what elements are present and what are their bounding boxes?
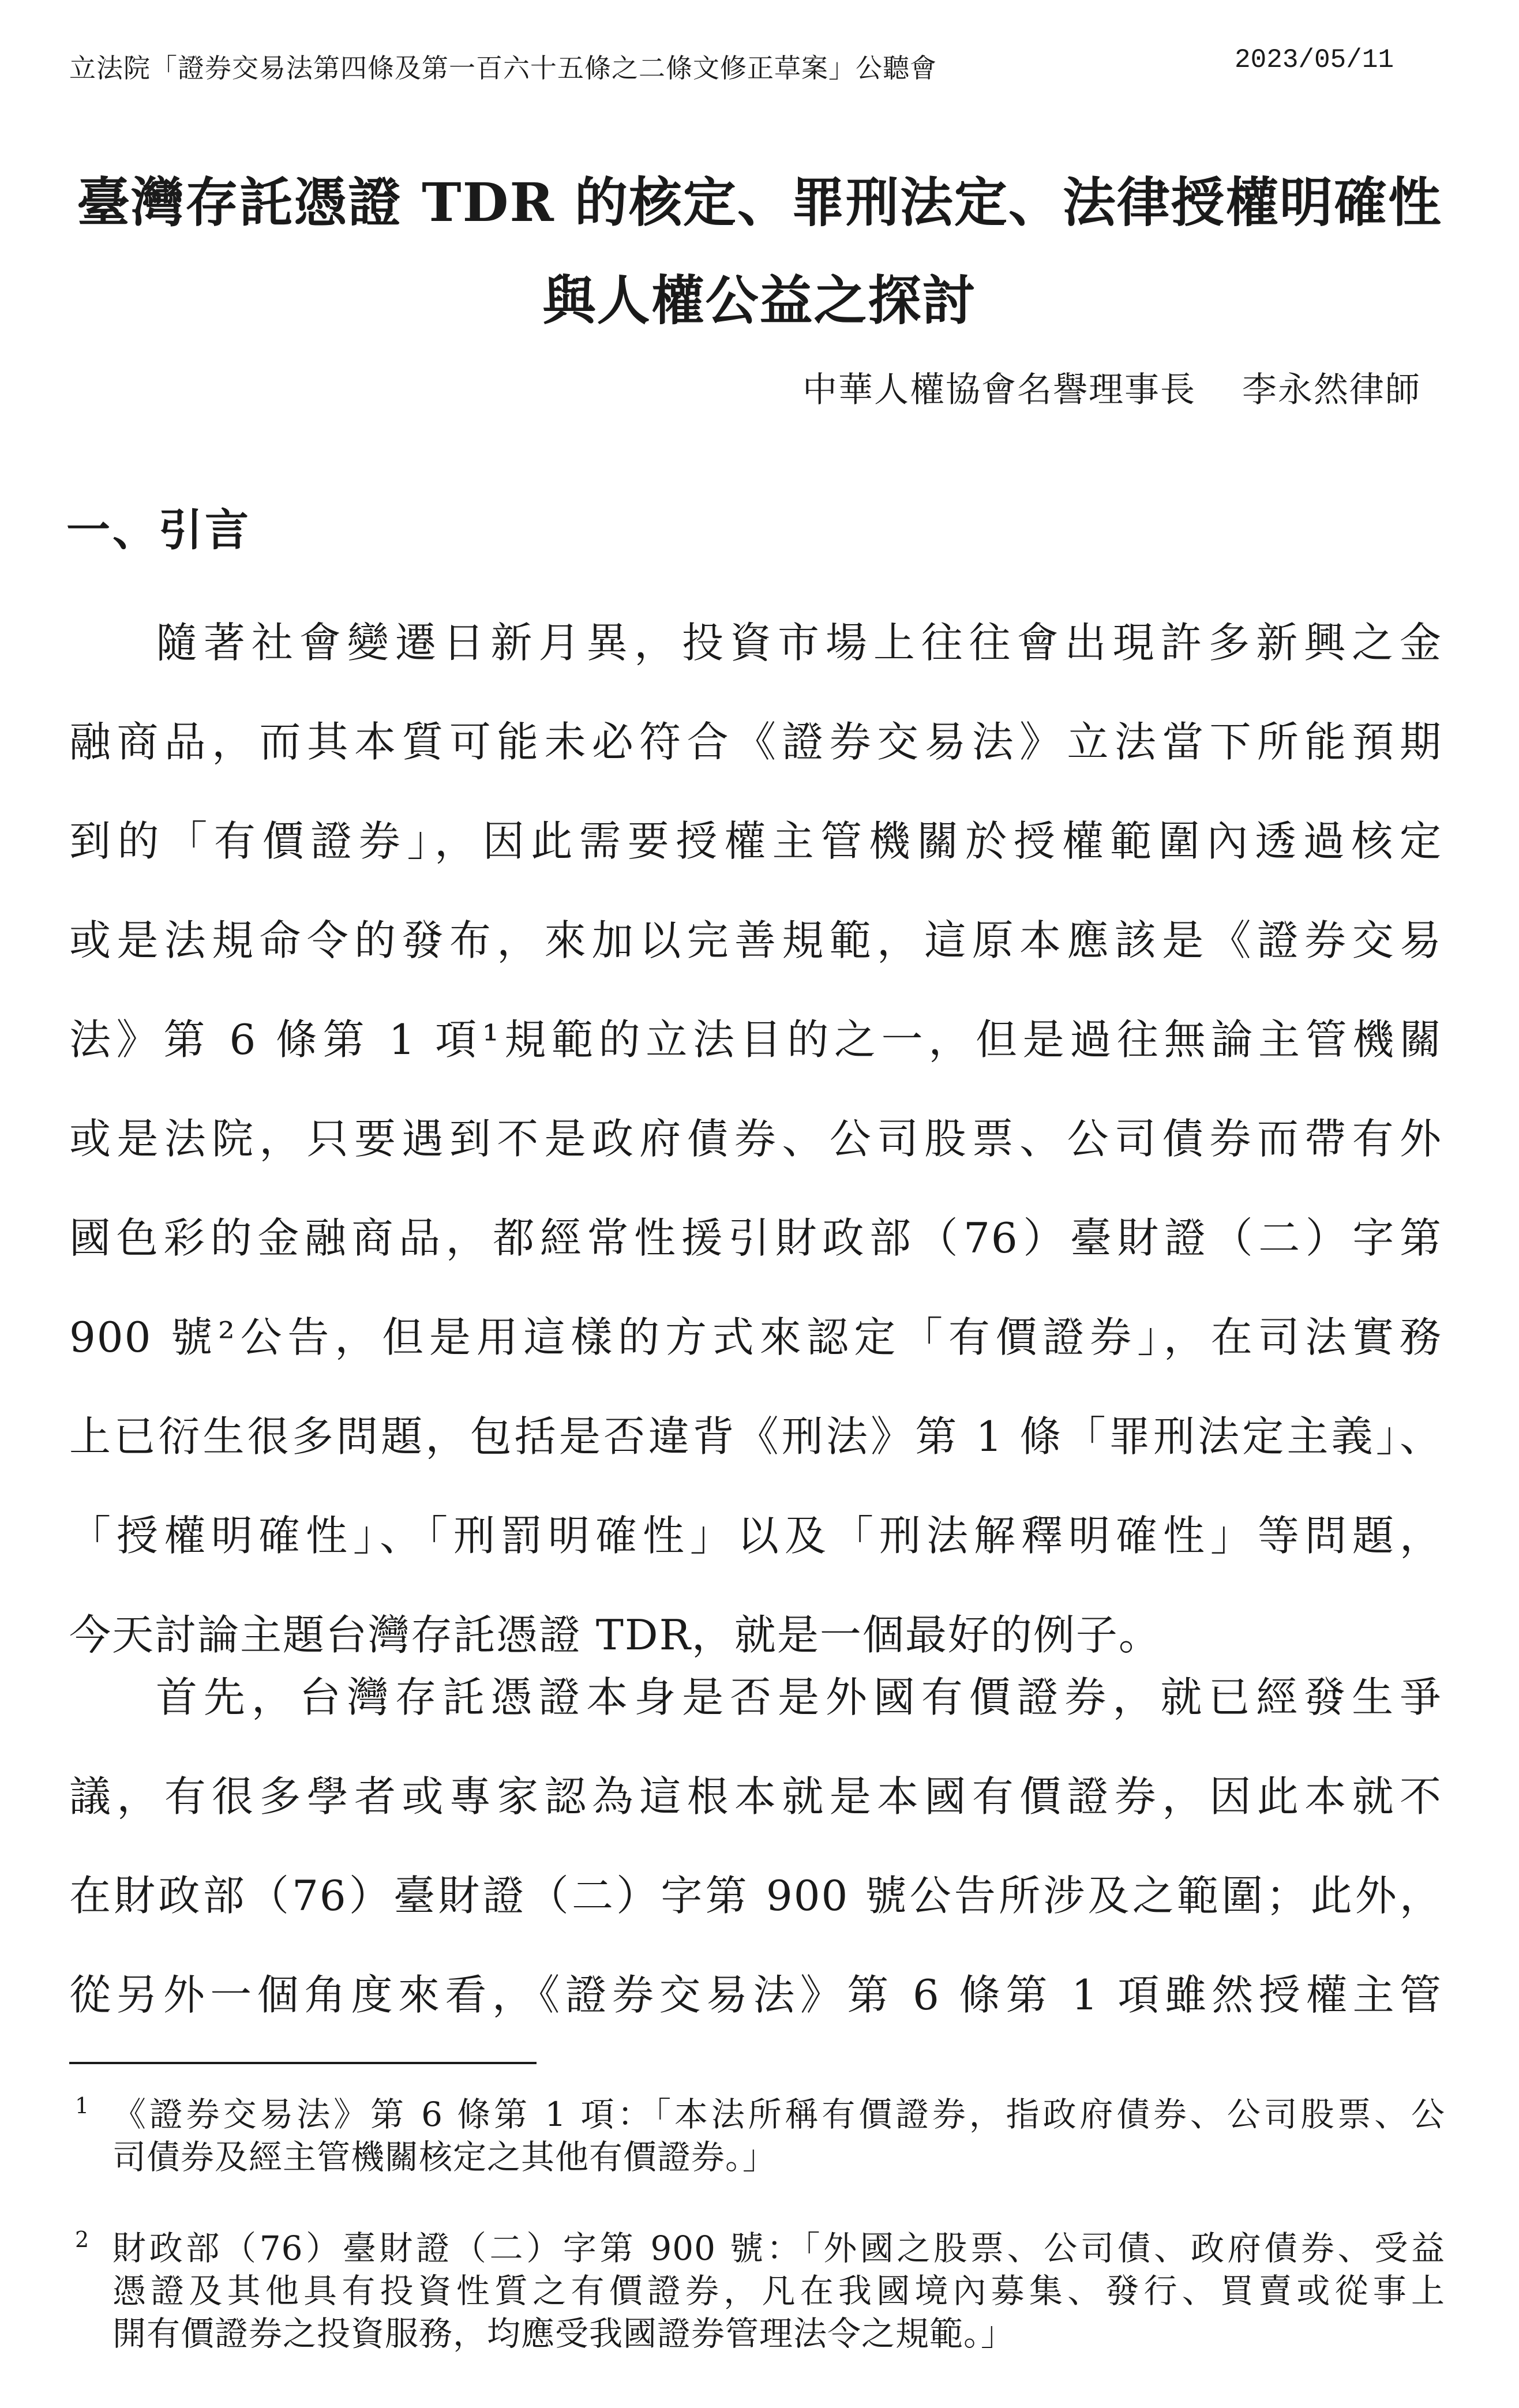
header-date: 2023/05/11	[1235, 45, 1394, 75]
footnote-number: 2	[75, 2227, 89, 2252]
document-title-line-2: 與人權公益之探討	[542, 269, 977, 332]
paragraph-line: 上已衍生很多問題，包括是否違背《刑法》第 1 條「罪刑法定主義」、	[69, 1412, 1442, 1461]
paragraph-line: 融商品，而其本質可能未必符合《證券交易法》立法當下所能預期	[69, 718, 1442, 766]
section-heading-introduction: 一、引言	[66, 504, 251, 556]
footnote-line: 開有價證券之投資服務，均應受我國證券管理法令之規範。」	[112, 2314, 1015, 2353]
footnote-line: 《證券交易法》第 6 條第 1 項：「本法所稱有價證券，指政府債券、公司股票、公	[112, 2095, 1445, 2134]
author-line	[802, 362, 1421, 412]
paragraph-line: 在財政部（76）臺財證（二）字第 900 號公告所涉及之範圍；此外，	[69, 1871, 1442, 1920]
paragraph-line: 從另外一個角度來看，《證券交易法》第 6 條第 1 項雖然授權主管	[69, 1971, 1442, 2019]
paragraph-2	[69, 1648, 1442, 2045]
paragraph-line: 議，有很多學者或專家認為這根本就是本國有價證券，因此本就不	[69, 1772, 1442, 1821]
footnote-divider	[69, 2062, 537, 2064]
paragraph-line: 今天討論主題台灣存託憑證 TDR，就是一個最好的例子。	[69, 1611, 1161, 1659]
footnote-line: 財政部（76）臺財證（二）字第 900 號：「外國之股票、公司債、政府債券、受益	[112, 2229, 1445, 2268]
footnote-line: 司債券及經主管機關核定之其他有價證券。」	[112, 2137, 777, 2177]
footnote-number: 1	[75, 2093, 89, 2118]
footnote-line: 憑證及其他具有投資性質之有價證券，凡在我國境內募集、發行、買賣或從事上	[112, 2271, 1445, 2311]
author-position: 中華人權協會名譽理事長	[802, 370, 1196, 410]
header-hearing-title: 立法院「證券交易法第四條及第一百六十五條之二條文修正草案」公聽會	[69, 52, 937, 84]
paragraph-line: 或是法院，只要遇到不是政府債券、公司股票、公司債券而帶有外	[69, 1115, 1442, 1163]
paragraph-line: 首先，台灣存託憑證本身是否是外國有價證券，就已經發生爭	[156, 1673, 1442, 1721]
paragraph-line: 「授權明確性」、「刑罰明確性」以及「刑法解釋明確性」等問題，	[69, 1511, 1442, 1560]
paragraph-1	[69, 593, 1442, 1685]
paragraph-line: 或是法規命令的發布，來加以完善規範，這原本應該是《證券交易	[69, 916, 1442, 965]
paragraph-line: 法》第 6 條第 1 項¹規範的立法目的之一，但是過往無論主管機關	[69, 1015, 1442, 1064]
paragraph-line: 隨著社會變遷日新月異，投資市場上往往會出現許多新興之金	[156, 618, 1442, 667]
paragraph-line: 國色彩的金融商品，都經常性援引財政部（76）臺財證（二）字第	[69, 1214, 1442, 1262]
paragraph-line: 到的「有價證券」，因此需要授權主管機關於授權範圍內透過核定	[69, 817, 1442, 865]
paragraph-line: 900 號²公告，但是用這樣的方式來認定「有價證券」，在司法實務	[69, 1313, 1442, 1361]
document-title-line-1: 臺灣存託憑證 TDR 的核定、罪刑法定、法律授權明確性	[77, 171, 1442, 234]
author-name: 李永然律師	[1242, 370, 1421, 410]
